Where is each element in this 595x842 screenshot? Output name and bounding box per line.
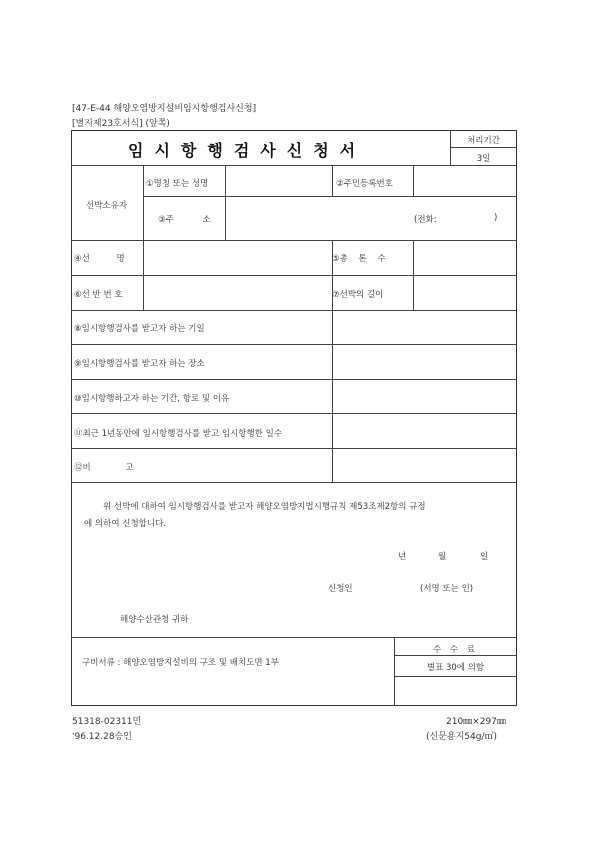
addressee: 해양수산관청 귀하 xyxy=(120,615,189,625)
phone-label: (전화: xyxy=(414,215,437,225)
signature-label: (서명 또는 인) xyxy=(420,584,474,594)
ship-number-label: ⑥선 반 번 호 xyxy=(74,290,123,300)
remarks-field[interactable] xyxy=(333,449,516,481)
applicant-name-field[interactable] xyxy=(360,578,418,594)
form-code: [47-E-44 해양오염방지설비임시항행검사신청] xyxy=(72,104,257,114)
divider xyxy=(71,482,517,483)
ship-owner-label: 선박소유자 xyxy=(86,201,128,211)
phone-close: ) xyxy=(494,213,498,223)
gross-tonnage-label: ⑤총 톤 수 xyxy=(332,254,386,264)
divider xyxy=(450,147,517,148)
ship-number-field[interactable] xyxy=(144,276,331,309)
approval-date: '96.12.28승인 xyxy=(72,732,132,742)
ship-name-field[interactable] xyxy=(144,241,331,274)
gross-tonnage-field[interactable] xyxy=(414,241,516,274)
inspection-place-field[interactable] xyxy=(333,345,516,378)
fee-label: 수 수 료 xyxy=(432,645,479,655)
owner-name-label: ①명칭 또는 성명 xyxy=(146,179,209,189)
statement-line-1: 위 선박에 대하여 임시항행검사를 받고자 해양오염방지법시행규칙 제53조제2항의 규정 xyxy=(103,502,426,512)
voyage-period-label: ⑩임시항행하고자 하는 기간, 항로 및 이유 xyxy=(74,394,230,404)
divider xyxy=(394,655,517,656)
divider xyxy=(394,676,517,677)
phone-field[interactable] xyxy=(443,206,493,226)
date-day: 일 xyxy=(480,552,489,562)
paper-type: (신문용지54g/㎡) xyxy=(426,732,497,742)
date-year: 년 xyxy=(398,552,407,562)
ship-length-label: ⑦선박의 길이 xyxy=(332,290,384,300)
inspection-place-label: ⑨임시항행검사를 받고자 하는 장소 xyxy=(74,359,205,369)
processing-period-label: 처리기간 xyxy=(467,136,500,146)
voyage-days-label: ⑪최근 1년동안에 임시항행검사를 받고 임시항행한 일수 xyxy=(74,429,283,439)
statement-line-2: 에 의하여 신청합니다. xyxy=(84,519,167,529)
ship-name-label: ④선 명 xyxy=(74,254,125,264)
remarks-label: ⑫비 고 xyxy=(74,463,134,473)
divider xyxy=(71,637,517,638)
resident-number-field[interactable] xyxy=(414,166,516,195)
fee-value: 별표 30에 의함 xyxy=(426,663,485,673)
voyage-days-field[interactable] xyxy=(333,414,516,447)
processing-period-value: 3일 xyxy=(476,154,491,164)
paper-size: 210㎜×297㎜ xyxy=(446,717,506,727)
form-serial: 51318-02311민 xyxy=(72,717,142,727)
address-field[interactable] xyxy=(226,197,406,239)
date-month: 월 xyxy=(438,552,447,562)
divider xyxy=(332,165,333,196)
owner-name-field[interactable] xyxy=(226,166,331,195)
voyage-period-field[interactable] xyxy=(333,380,516,412)
form-reference: [별지제23호서식] (앞쪽) xyxy=(72,119,170,129)
resident-number-label: ②주민등록번호 xyxy=(336,179,393,189)
form-title: 임시항행검사신청서 xyxy=(128,141,367,160)
address-label: ③주 소 xyxy=(158,215,211,225)
inspection-date-label: ⑧임시항행검사를 받고자 하는 기일 xyxy=(74,324,205,334)
ship-length-field[interactable] xyxy=(414,276,516,309)
required-documents: 구비서류 : 해양오염방지설비의 구조 및 배치도면 1부 xyxy=(82,658,279,668)
inspection-date-field[interactable] xyxy=(333,311,516,343)
applicant-label: 신청인 xyxy=(328,584,353,594)
